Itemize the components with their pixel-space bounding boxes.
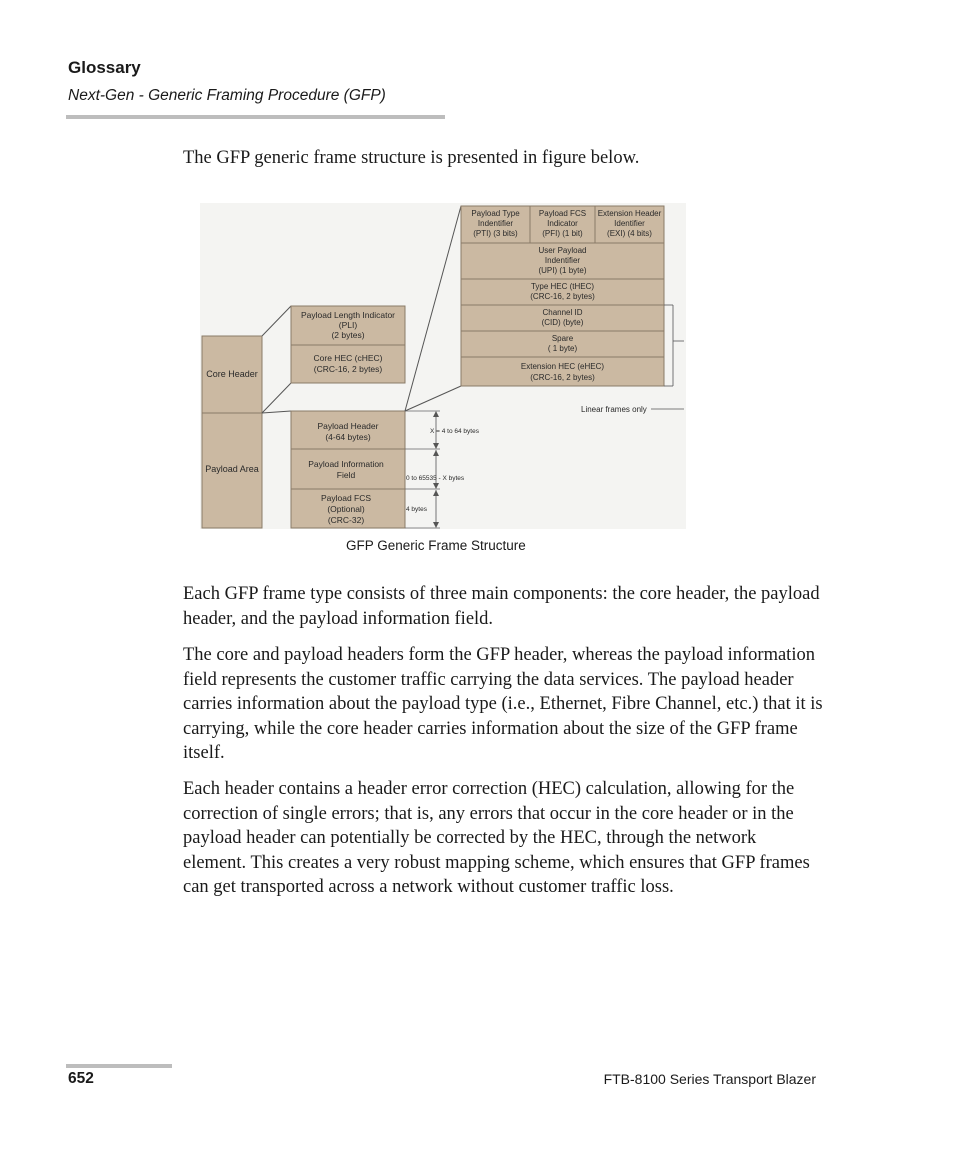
svg-text:Payload FCS: Payload FCS (320, 493, 372, 503)
svg-text:Payload FCS: Payload FCS (538, 209, 587, 218)
svg-text:Payload Length Indicator: Payload Length Indicator (300, 310, 396, 320)
svg-text:(CID) (byte): (CID) (byte) (541, 318, 584, 327)
svg-text:( 1 byte): ( 1 byte) (547, 344, 578, 353)
svg-text:(CRC-16, 2 bytes): (CRC-16, 2 bytes) (530, 373, 595, 382)
svg-text:User Payload: User Payload (538, 246, 587, 255)
svg-text:Type HEC (tHEC): Type HEC (tHEC) (530, 282, 595, 291)
svg-text:(PTI) (3 bits): (PTI) (3 bits) (473, 229, 518, 238)
svg-text:(UPI) (1 byte): (UPI) (1 byte) (538, 266, 587, 275)
svg-text:Extension Header: Extension Header (597, 209, 662, 218)
svg-text:(PFI) (1 bit): (PFI) (1 bit) (542, 229, 583, 238)
page-number: 652 (68, 1070, 94, 1087)
body-paragraph: Each header contains a header error correction (HEC) calculation, allowing for the correction of single errors; that is, any errors that occur in the core header or in the payload header can potentially be corrected by the HEC, through the network element. This creates a very robust mapping scheme, which ensures that GFP frames can get transported across a network without customer traffic loss. (183, 779, 810, 898)
svg-text:Core HEC (cHEC): Core HEC (cHEC) (313, 353, 383, 363)
svg-text:Payload Type: Payload Type (471, 209, 520, 218)
figure-caption: GFP Generic Frame Structure (346, 538, 526, 553)
svg-text:(Optional): (Optional) (327, 504, 365, 514)
svg-text:Identifier: Identifier (614, 219, 645, 228)
svg-text:Payload Information: Payload Information (308, 459, 384, 469)
info-size-label: 0 to 65535 - X bytes (406, 475, 465, 482)
svg-text:(CRC-16, 2 bytes): (CRC-16, 2 bytes) (313, 364, 383, 374)
svg-text:(2 bytes): (2 bytes) (331, 330, 365, 340)
header-divider (66, 115, 445, 119)
intro-paragraph: The GFP generic frame structure is presented in figure below. (183, 148, 640, 168)
body-paragraph: Each GFP frame type consists of three main components: the core header, the payload header, and the payload information field. (183, 584, 820, 629)
section-subtitle: Next-Gen - Generic Framing Procedure (GFP) (68, 87, 386, 104)
svg-text:(EXI) (4 bits): (EXI) (4 bits) (607, 229, 652, 238)
svg-text:(PLI): (PLI) (338, 320, 358, 330)
svg-text:Indentifier: Indentifier (544, 256, 581, 265)
svg-text:Indicator: Indicator (547, 219, 578, 228)
svg-text:Field: Field (336, 470, 356, 480)
svg-text:Indentifier: Indentifier (477, 219, 514, 228)
gfp-frame-figure (200, 203, 686, 529)
fcs-size-label: 4 bytes (406, 506, 427, 513)
svg-text:Channel ID: Channel ID (542, 308, 583, 317)
document-title: FTB-8100 Series Transport Blazer (603, 1071, 816, 1087)
footer-divider (66, 1064, 172, 1068)
header-size-label: X = 4 to 64 bytes (430, 428, 479, 435)
svg-text:(CRC-32): (CRC-32) (327, 515, 365, 525)
payload-info-box (291, 449, 405, 489)
body-paragraph: The core and payload headers form the GFP header, whereas the payload information field represents the customer traffic carrying the data services. The payload header carries information about the payload type (i.e., Ethernet, Fibre Channel, etc.) that it is carrying, while the core header carries information about the size of the GFP frame itself. (183, 645, 823, 764)
core-header-label: Core Header (206, 369, 258, 379)
svg-text:(CRC-16, 2 bytes): (CRC-16, 2 bytes) (530, 292, 595, 301)
section-title: Glossary (68, 58, 141, 77)
svg-text:Extension HEC (eHEC): Extension HEC (eHEC) (520, 362, 605, 371)
svg-text:(4-64 bytes): (4-64 bytes) (325, 432, 371, 442)
payload-area-label: Payload Area (205, 464, 259, 474)
svg-text:Payload Header: Payload Header (317, 421, 379, 431)
svg-text:Spare: Spare (551, 334, 574, 343)
linear-frames-note: Linear frames only (581, 405, 647, 414)
